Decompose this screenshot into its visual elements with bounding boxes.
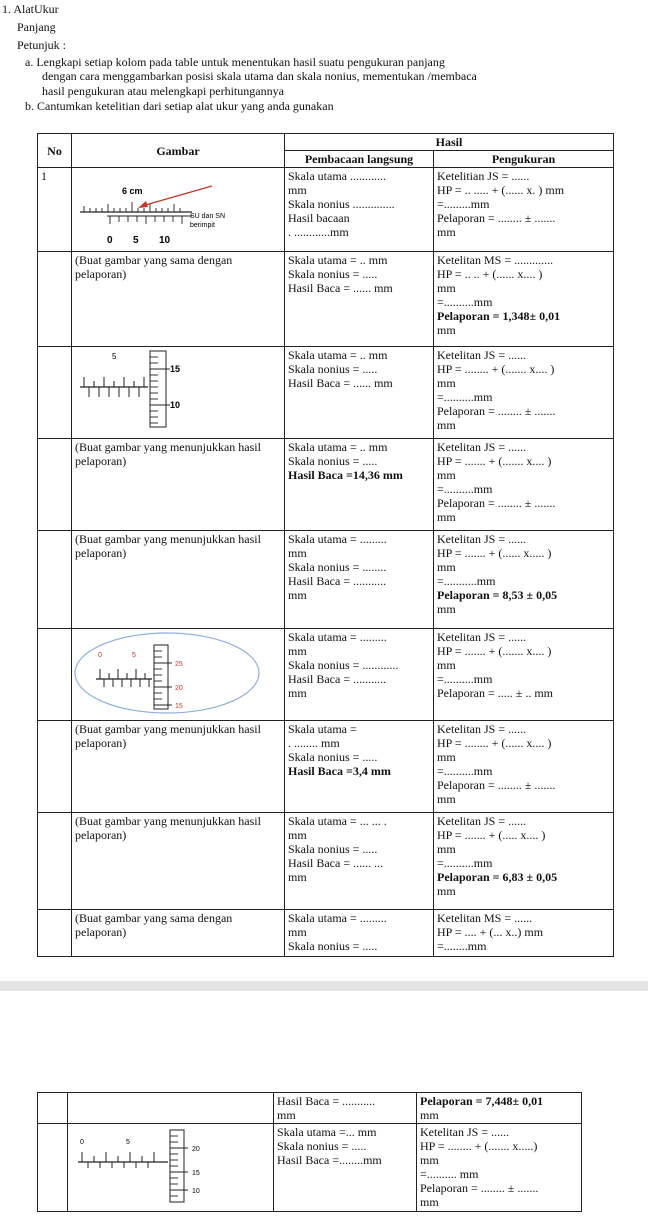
pembacaan-cell-line: mm [288,183,307,197]
micrometer-figure-2 [68,1124,273,1206]
pembacaan-cell-line: Hasil Baca = ...... mm [288,281,393,295]
gambar-cell [72,168,285,252]
pengukuran-cell-line: Pelaporan = ........ ± ....... [437,778,556,792]
pembacaan-cell-line: mm [277,1108,296,1122]
pengukuran-cell-line: Pelaporan = 7,448± 0,01 [420,1094,544,1108]
gambar-cell [68,1093,274,1124]
row-number [38,721,72,813]
pembacaan-cell-line: Hasil Baca = ...... mm [288,376,393,390]
row-number [38,629,72,721]
row-number [38,439,72,531]
pembacaan-cell-line: Hasil Baca = ........... [288,672,387,686]
pengukuran-cell-line: Ketelitan JS = ...... [437,440,527,454]
pembacaan-cell-line: mm [288,588,307,602]
pembacaan-cell-line: Skala nonius .............. [288,197,395,211]
pembacaan-cell-line: Skala utama =... mm [277,1125,377,1139]
pengukuran-cell-line: =..........mm [437,390,493,404]
header-gambar: Gambar [72,134,285,168]
pointer-arrow-icon [142,186,212,206]
pembacaan-cell-line: Skala utama = .. mm [288,348,388,362]
gambar-instruction: (Buat gambar yang menunjukkan hasil pelaporan) [75,440,261,468]
pengukuran-cell-line: mm [420,1108,439,1122]
pembacaan-cell-line: Skala nonius = ..... [277,1139,367,1153]
pengukuran-cell-line: Pelaporan = 1,348± 0,01 [437,309,561,323]
pengukuran-cell-line: Ketelitan JS = ...... [437,814,527,828]
tick-label-5: 5 [133,235,139,246]
pengukuran-cell-line: mm [437,468,456,482]
pengukuran-cell [434,439,614,531]
pengukuran-cell-line: Ketelitan JS = ...... [437,630,527,644]
pengukuran-cell [434,347,614,439]
gambar-cell [72,629,285,721]
table-row [38,629,614,721]
row-number [38,813,72,910]
pembacaan-cell-line: mm [288,925,307,939]
pengukuran-cell-line: =..........mm [437,295,493,309]
table-row [38,252,614,347]
header-pembacaan: Pembacaan langsung [285,151,434,168]
pembacaan-cell [274,1093,417,1124]
pembacaan-cell-line: Skala nonius = ............ [288,658,399,672]
pengukuran-cell-line: =.......... mm [420,1167,479,1181]
pembacaan-cell [285,252,434,347]
vernier-caliper-figure [72,168,277,248]
gambar-instruction: (Buat gambar yang sama dengan pelaporan) [75,911,233,939]
instruction-a-line-1: a. Lengkapi setiap kolom pada table untuk menentukan hasil suatu pengukuran panjang [25,55,445,69]
pembacaan-cell-line: Skala utama = .. mm [288,440,388,454]
pengukuran-cell [434,252,614,347]
gambar-cell [72,813,285,910]
pengukuran-cell-line: =..........mm [437,764,493,778]
pembacaan-cell [285,721,434,813]
pengukuran-cell-line: Ketelitan MS = ...... [437,911,533,925]
pengukuran-cell-line: =.........mm [437,197,490,211]
pembacaan-cell-line: Skala nonius = ..... [288,842,378,856]
tick-label-0: 0 [107,235,113,246]
pembacaan-cell-line: . ........ mm [288,736,340,750]
pengukuran-cell-line: mm [437,323,456,337]
pengukuran-cell [434,168,614,252]
pengukuran-cell-line: HP = .. .. + (...... x.... ) [437,267,543,281]
pengukuran-cell-line: Pelaporan = ........ ± ....... [420,1181,539,1195]
pembacaan-cell-line: mm [288,546,307,560]
pembacaan-cell-line: Hasil Baca =........mm [277,1153,382,1167]
gambar-cell [72,910,285,957]
pembacaan-cell-line: Skala utama = ......... [288,532,387,546]
pembacaan-cell-line: Skala utama = ......... [288,911,387,925]
pengukuran-cell-line: mm [437,225,456,239]
micrometer-oval-figure [72,629,277,717]
instruction-b: b. Cantumkan ketelitian dari setiap alat ukur yang anda gunakan [25,99,334,113]
fig6-label-25: 25 [175,661,183,668]
table-row [38,439,614,531]
table-row [38,168,614,252]
pengukuran-cell-line: HP = ....... + (..... x.... ) [437,828,546,842]
fig10-label-10: 10 [192,1188,200,1195]
pengukuran-cell-line: Ketelitan MS = ............. [437,253,554,267]
pengukuran-cell-line: HP = .... + (... x..) mm [437,925,544,939]
pembacaan-cell-line: Skala nonius = ..... [288,454,378,468]
fig10-label-0: 0 [80,1139,84,1146]
arrowhead-icon [138,201,148,208]
pengukuran-cell-line: =...........mm [437,574,496,588]
fig10-label-20: 20 [192,1146,200,1153]
table-row [38,813,614,910]
gambar-cell [72,531,285,629]
fig6-label-0: 0 [98,652,102,659]
pembacaan-cell-line: Skala nonius = ..... [288,939,378,953]
micrometer-figure [72,347,277,435]
header-no: No [38,134,72,168]
fig6-label-5: 5 [132,652,136,659]
pembacaan-cell-line: mm [288,870,307,884]
fig6-label-15: 15 [175,703,183,710]
header-hasil: Hasil [285,134,614,151]
pengukuran-cell-line: mm [437,560,456,574]
pembacaan-cell-line: Skala nonius = ..... [288,267,378,281]
pembacaan-cell-line: Skala nonius = ..... [288,750,378,764]
pengukuran-cell [434,813,614,910]
gambar-cell [72,347,285,439]
subject-title: Panjang [17,20,56,34]
pengukuran-cell-line: HP = ....... + (....... x.... ) [437,644,552,658]
pembacaan-cell-line: Hasil Baca =3,4 mm [288,764,391,778]
pengukuran-cell-line: Ketelitan JS = ...... [420,1125,510,1139]
fig10-label-15: 15 [192,1170,200,1177]
pengukuran-cell-line: =..........mm [437,856,493,870]
pembacaan-cell-line: Hasil Baca = ........... [288,574,387,588]
pembacaan-cell-line: mm [288,686,307,700]
pembacaan-cell [285,531,434,629]
pengukuran-cell-line: =..........mm [437,672,493,686]
pembacaan-cell-line: mm [288,644,307,658]
pengukuran-cell-line: mm [437,510,456,524]
pembacaan-cell [285,629,434,721]
table-row [38,1124,582,1212]
pembacaan-cell [285,813,434,910]
pengukuran-cell [417,1093,582,1124]
pengukuran-cell-line: Pelaporan = 6,83 ± 0,05 [437,870,558,884]
row-number [38,1124,68,1212]
instruction-a-line-3: hasil pengukuran atau melengkapi perhitungannya [42,84,284,98]
row-number [38,531,72,629]
pengukuran-cell-line: mm [437,750,456,764]
pembacaan-cell-line: Skala nonius = ........ [288,560,387,574]
gambar-cell [72,439,285,531]
pengukuran-cell-line: mm [437,376,456,390]
table-row [38,721,614,813]
pembacaan-cell [285,347,434,439]
pembacaan-cell-line: Hasil Baca = ........... [277,1094,376,1108]
measurement-table [37,133,614,957]
pengukuran-cell-line: mm [437,418,456,432]
pengukuran-cell-line: HP = ........ + (....... x.... ) [437,362,555,376]
pengukuran-cell-line: Ketelitian JS = ...... [437,169,530,183]
fig10-label-5: 5 [126,1139,130,1146]
pengukuran-cell-line: Ketelitan JS = ...... [437,348,527,362]
pengukuran-cell-line: Pelaporan = ..... ± .. mm [437,686,554,700]
pembacaan-cell-line: Skala utama = .. mm [288,253,388,267]
pembacaan-cell-line: Skala utama ............ [288,169,386,183]
instructions-label: Petunjuk : [17,38,67,52]
pengukuran-cell-line: mm [437,658,456,672]
row-number [38,1093,68,1124]
row-number [38,910,72,957]
gambar-cell [68,1124,274,1212]
figure-note-1: SU dan SN [190,213,226,220]
pembacaan-cell-line: Skala nonius = ..... [288,362,378,376]
pengukuran-cell-line: HP = ....... + (....... x.... ) [437,454,552,468]
pengukuran-cell-line: HP = ........ + (...... x.... ) [437,736,552,750]
pembacaan-cell-line: . ............mm [288,225,349,239]
gambar-cell [72,721,285,813]
gambar-instruction: (Buat gambar yang sama dengan pelaporan) [75,253,233,281]
pengukuran-cell [434,910,614,957]
pengukuran-cell-line: Pelaporan = ........ ± ....... [437,496,556,510]
pembacaan-cell [285,168,434,252]
fig3-label-10: 10 [170,400,181,410]
row-number [38,252,72,347]
pengukuran-cell-line: Pelaporan = ........ ± ....... [437,211,556,225]
gambar-instruction: (Buat gambar yang menunjukkan hasil pelaporan) [75,722,261,750]
pengukuran-cell-line: mm [437,792,456,806]
figure-note-2: berimpit [190,222,215,229]
pengukuran-cell-line: mm [437,602,456,616]
gambar-cell [72,252,285,347]
tick-label-10: 10 [159,235,171,246]
pengukuran-cell-line: Ketelitan JS = ...... [437,532,527,546]
table-row [38,910,614,957]
pengukuran-cell [434,721,614,813]
row-number: 1 [38,168,72,252]
gambar-instruction: (Buat gambar yang menunjukkan hasil pelaporan) [75,532,261,560]
gambar-instruction: (Buat gambar yang menunjukkan hasil pelaporan) [75,814,261,842]
row-number [38,347,72,439]
pengukuran-cell-line: =..........mm [437,482,493,496]
pembacaan-cell-line: Skala utama = ... ... . [288,814,387,828]
pembacaan-cell-line: Hasil Baca = ...... ... [288,856,384,870]
pembacaan-cell [274,1124,417,1212]
pembacaan-cell [285,439,434,531]
pengukuran-cell-line: mm [420,1153,439,1167]
pengukuran-cell-line: mm [420,1195,439,1209]
instruction-a-line-2: dengan cara menggambarkan posisi skala utama dan skala nonius, mementukan /membaca [42,69,477,83]
pengukuran-cell-line: HP = ....... + (...... x..... ) [437,546,552,560]
fig6-label-20: 20 [175,685,183,692]
pembacaan-cell-line: Skala utama = [288,722,357,736]
pembacaan-cell-line: Hasil bacaan [288,211,350,225]
header-pengukuran: Pengukuran [434,151,614,168]
section-heading: 1. AlatUkur [2,2,59,16]
pengukuran-cell-line: HP = .. ..... + (...... x. ) mm [437,183,565,197]
table-row [38,1093,582,1124]
pengukuran-cell-line: mm [437,281,456,295]
table-row [38,531,614,629]
fig3-label-5: 5 [112,352,117,361]
page-separator [0,981,648,991]
pembacaan-cell-line: mm [288,828,307,842]
pengukuran-cell-line: mm [437,884,456,898]
pengukuran-cell-line: =........mm [437,939,487,953]
measurement-table-continued [37,1092,582,1212]
pengukuran-cell-line: mm [437,842,456,856]
pembacaan-cell [285,910,434,957]
fig3-label-15: 15 [170,364,181,374]
pengukuran-cell-line: HP = ........ + (....... x.....) [420,1139,538,1153]
pembacaan-cell-line: Hasil Baca =14,36 mm [288,468,403,482]
pembacaan-cell-line: Skala utama = ......... [288,630,387,644]
pengukuran-cell-line: Pelaporan = 8,53 ± 0,05 [437,588,558,602]
table-row [38,347,614,439]
pengukuran-cell-line: Ketelitan JS = ...... [437,722,527,736]
pengukuran-cell [417,1124,582,1212]
pengukuran-cell-line: Pelaporan = ........ ± ....... [437,404,556,418]
figure-label-6cm: 6 cm [122,186,143,196]
pengukuran-cell [434,629,614,721]
pengukuran-cell [434,531,614,629]
